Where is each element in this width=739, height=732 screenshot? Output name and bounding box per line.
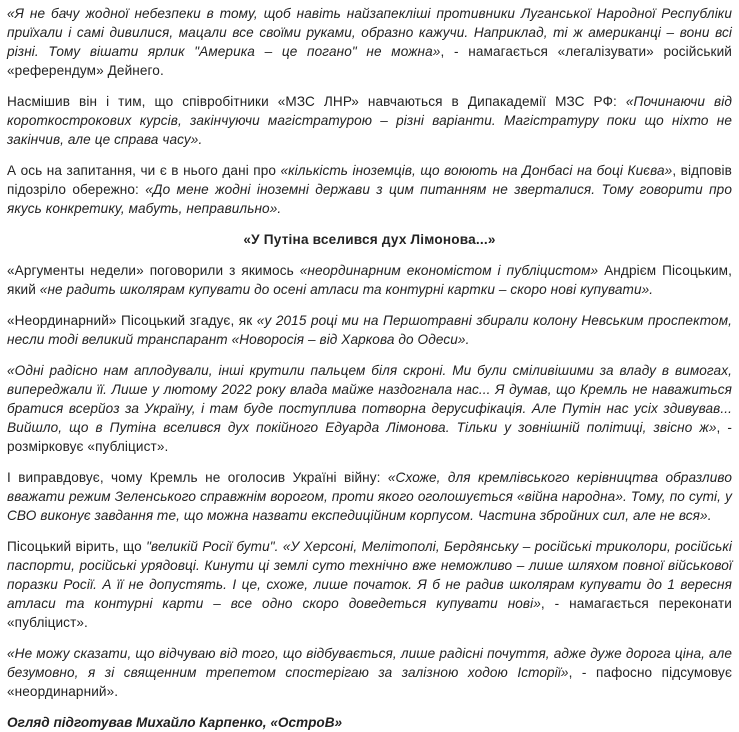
- narration-text: А ось на запитання, чи є в нього дані про: [7, 163, 281, 178]
- quote-text: «Я не бачу жодної небезпеки в тому, щоб навіть найзапекліші противники Луганської Народної Республіки приїхали і самі дивилися, мацали все своїми руками, образно кажучи. Наприклад, ті ж американці – вони всі різні. Тому вішати ярлик "Америка – це погано" не можна»: [7, 6, 732, 59]
- narration-text: «Неординарний» Пісоцький згадує, як: [7, 313, 257, 328]
- quote-text: «Одні радісно нам аплодували, інші крутили пальцем біля скроні. Ми були сміливішими за владу в вимогах, випереджали її. Лише у лютому 2022 року влада майже наздогнала нас... Я думав, що Кремль не наважиться братися всерйоз за Україну, і там буде поступлива потворна дерусифікація. Але Путін нас усіх здивував... Вийшло, що в Путіна вселився дух покійного Едуарда Лімонова. Тільки у зовнішній політиці, звісно ж»: [7, 363, 732, 435]
- paragraph-deinego-quote: [7, 4, 732, 80]
- quote-text: «До мене жодні іноземні держави з цим питанням не зверталися. Тому говорити про якусь конкретику, мабуть, неправильно».: [7, 182, 733, 216]
- narration-text: Насмішив він і тим, що співробітники «МЗС ЛНР» навчаються в Дипакадемії МЗС РФ:: [7, 94, 626, 109]
- quote-text: «не радить школярам купувати до осені атласи та контурні картки – скоро нові купувати».: [39, 282, 654, 297]
- narration-text: , відповів підозріло обережно:: [7, 163, 732, 197]
- paragraph-kremlin-war: [7, 468, 732, 525]
- quote-text: «неординарним економістом і публіцистом»: [299, 263, 599, 278]
- narration-text: «Аргументы недели» поговорили з якимось: [7, 263, 300, 278]
- paragraph-limonov-quote: [7, 361, 732, 456]
- quote-text: «Схоже, для кремлівського керівництва образливо вважати режим Зеленського справжнім ворогом, проти якого оголошується «війна народна». Тому, по суті, у СВО виконує завдання те, що можна назвати експедиційним корпусом. Частина збройних сил, але не вся».: [7, 470, 732, 523]
- narration-text: Андрієм Пісоцьким, який: [7, 263, 732, 297]
- author-signature: Огляд підготував Михайло Карпенко, «ОстроВ»: [7, 715, 343, 730]
- narration-text: , - розмірковує «публіцист».: [7, 420, 732, 454]
- paragraph-great-russia: [7, 537, 732, 632]
- quote-text: «у 2015 році ми на Першотравні збирали колону Невським проспектом, несли тоді великий транспарант «Новоросія – від Харкова до Одеси».: [7, 313, 732, 347]
- quote-text: «кількість іноземців, що воюють на Донбасі на боці Києва»: [280, 163, 673, 178]
- narration-text: , - пафосно підсумовує «неординарний».: [7, 665, 732, 699]
- quote-text: «Не можу сказати, що відчуваю від того, що відбувається, лише радісні почуття, адже дуже дорога ціна, але безумовно, я зі священним трепетом спостерігаю за залізною ходою Історії»: [7, 646, 732, 680]
- quote-text: «Починаючи від короткострокових курсів, закінчуючи магістратурою – різні варіанти. Магістратуру поки що ніхто не закінчив, але це справа часу».: [7, 94, 732, 147]
- paragraph-foreigners-question: [7, 161, 732, 218]
- narration-text: , - намагається переконати «публіцист».: [7, 596, 732, 630]
- paragraph-argumenty-intro: [7, 261, 732, 299]
- paragraph-diplomatic-academy: [7, 92, 732, 149]
- section-subheading: «У Путіна вселився дух Лімонова...»: [243, 232, 496, 247]
- paragraph-history-quote: [7, 644, 732, 701]
- narration-text: Пісоцький вірить, що: [7, 539, 147, 554]
- narration-text: , - намагається «легалізувати» російський «референдум» Дейнего.: [7, 44, 732, 78]
- quote-text: "великій Росії бути". «У Херсоні, Мелітополі, Бердянську – російські триколори, російські паспорти, російські урядовці. Кинути ці землі суто технічно вже неможливо – лише шляхом повної військової поразки Росії. А її не допустять. І це, схоже, лише початок. Я б не радив школярам купувати до 1 вересня атласи та контурні карти – все одно скоро доведеться купувати нові»: [7, 539, 732, 611]
- narration-text: І виправдовує, чому Кремль не оголосив Україні війну:: [7, 470, 388, 485]
- paragraph-pisotsky-recalls: [7, 311, 732, 349]
